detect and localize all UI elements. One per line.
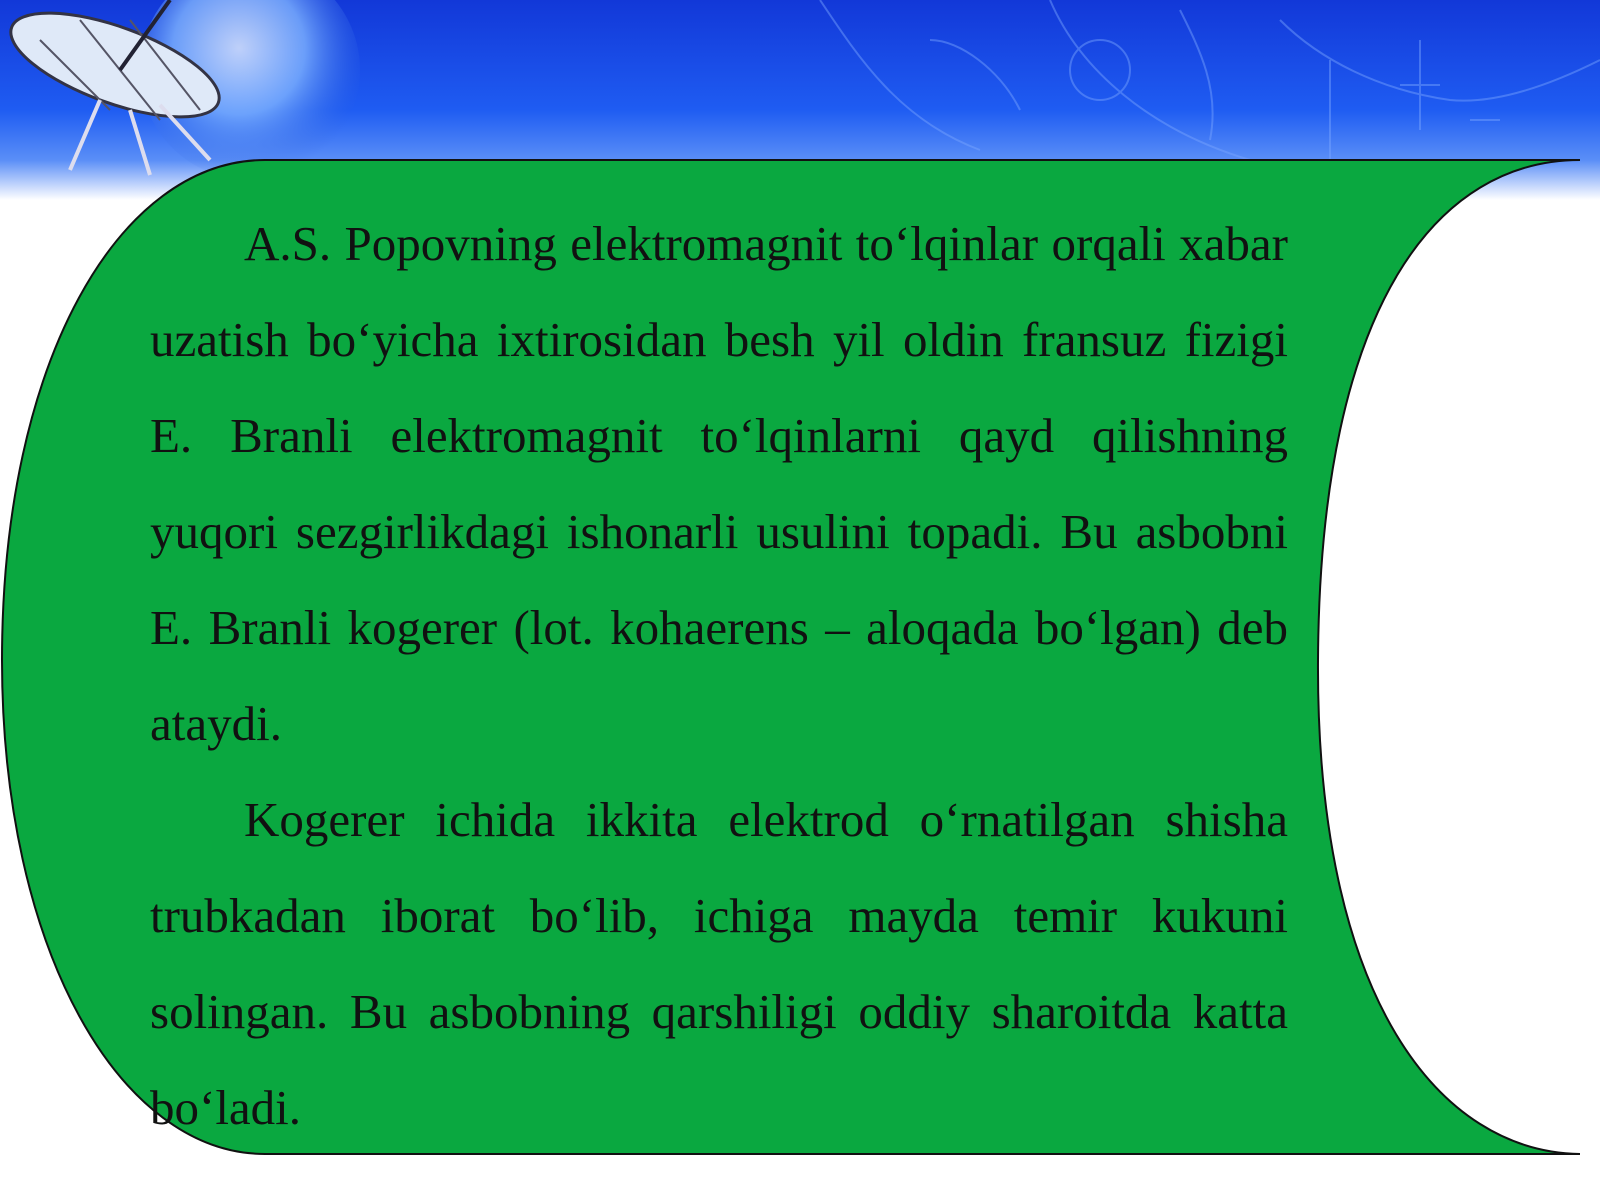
- paragraph-2: Kogerer ichida ikkita elektrod o‘rnatilgan shisha trubkadan iborat bo‘lib, ichiga mayda temir kukuni solingan. Bu asbobning qarshiligi oddiy sharoitda katta bo‘ladi.: [150, 792, 1288, 1135]
- slide-body-text: [150, 196, 1288, 1156]
- paragraph-1: A.S. Popovning elektromagnit to‘lqinlar orqali xabar uzatish bo‘yicha ixtirosidan besh yil oldin fransuz fizigi E. Branli elektromagnit to‘lqinlarni qayd qilishning yuqori sezgirlikdagi ishonarli usulini topadi. Bu asbobni E. Branli kogerer (lot. kohaerens – aloqada bo‘lgan) deb ataydi.: [150, 216, 1288, 751]
